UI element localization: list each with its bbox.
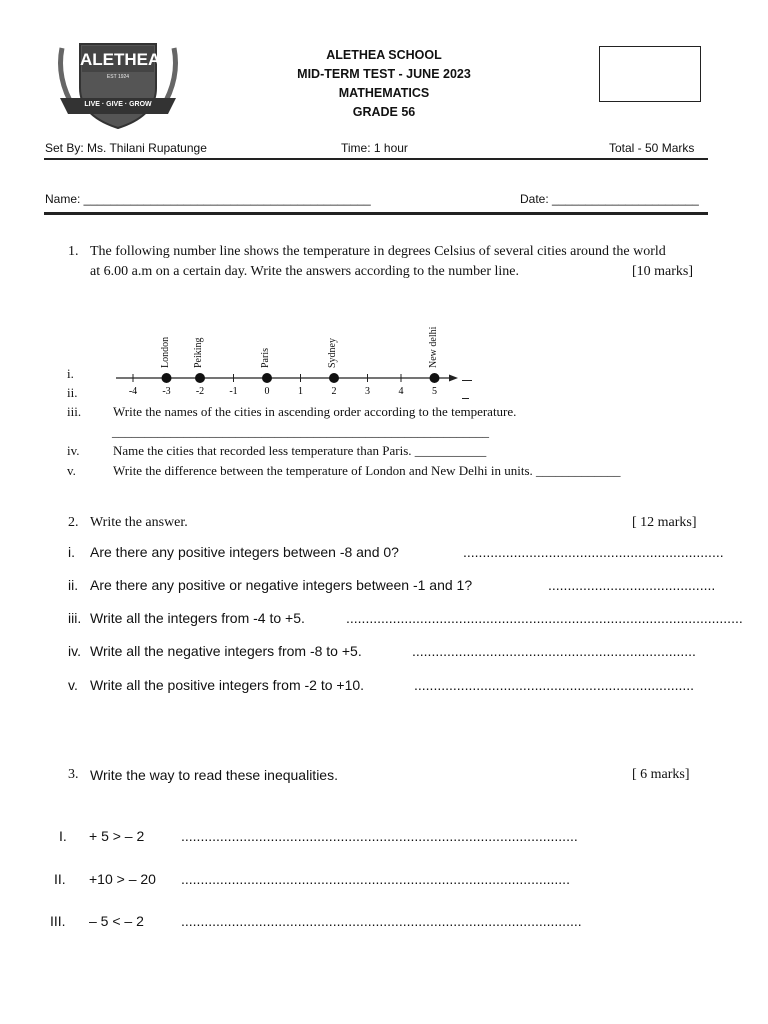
q2-item-number: iii.: [68, 610, 82, 626]
q2-item-number: iv.: [68, 643, 81, 659]
q3-number: 3.: [68, 767, 79, 782]
logo-motto: LIVE · GIVE · GROW: [84, 101, 152, 108]
tick-label: -4: [128, 386, 138, 397]
answer-dots[interactable]: ...........................................: [548, 577, 716, 593]
city-point: [329, 373, 339, 383]
city-point: [430, 373, 440, 383]
q1-item-i: i.: [67, 366, 74, 381]
q2-marks: [ 12 marks]: [632, 515, 697, 530]
answer-dots[interactable]: ......................................................................................................: [181, 828, 578, 844]
q1-item-iii-num: iii.: [67, 404, 82, 419]
tick-label: -1: [229, 386, 238, 397]
q3-title: Write the way to read these inequalities.: [90, 767, 338, 783]
q1-item-iv: Name the cities that recorded less temperature than Paris. ___________: [113, 443, 487, 458]
tick-label: 1: [298, 386, 303, 397]
answer-blank[interactable]: [462, 398, 469, 399]
q1-item-v: Write the difference between the temperature of London and New Delhi in units. _____________: [113, 463, 621, 478]
answer-dots[interactable]: ........................................................................: [414, 677, 695, 693]
q2-item-text: Write all the negative integers from -8 to +5.: [90, 643, 362, 659]
tick-label: 4: [398, 386, 404, 397]
city-label: Sydney: [327, 338, 338, 368]
answer-dots[interactable]: ....................................................................................................: [181, 871, 570, 887]
tick-label: 2: [331, 386, 337, 397]
q3-item-number: I.: [59, 828, 67, 844]
q1-item-v-num: v.: [67, 463, 76, 478]
divider: [44, 158, 708, 160]
number-line-arrow-icon: [449, 375, 458, 382]
test-title: MID-TERM TEST - JUNE 2023: [297, 67, 471, 81]
q1-number: 1.: [68, 244, 79, 259]
tick-label: 3: [365, 386, 370, 397]
city-label: London: [159, 336, 171, 368]
q3-marks: [ 6 marks]: [632, 767, 690, 782]
q1-text-line2: at 6.00 a.m on a certain day. Write the answers according to the number line.: [90, 264, 520, 279]
q1-item-iii: Write the names of the cities in ascending order according to the temperature.: [113, 404, 517, 419]
divider: [44, 212, 708, 215]
q2-item-text: Are there any positive or negative integers between -1 and 1?: [90, 577, 473, 593]
q1-text-line1: The following number line shows the temperature in degrees Celsius of several cities around the world: [90, 244, 666, 259]
q2-item-text: Are there any positive integers between -8 and 0?: [90, 544, 399, 560]
school-name: ALETHEA SCHOOL: [326, 48, 442, 62]
inequality-expression: +10 > – 20: [89, 871, 156, 887]
q1-marks: [10 marks]: [632, 264, 694, 279]
time-allowed: Time: 1 hour: [341, 141, 408, 155]
city-label: Peiking: [193, 337, 204, 368]
marks-box: [599, 46, 701, 102]
q1-item-iii-blank[interactable]: __________________________________________________________: [112, 424, 489, 439]
q2-title: Write the answer.: [90, 515, 188, 530]
city-label: Paris: [260, 348, 271, 368]
answer-dots[interactable]: .........................................................................: [412, 643, 696, 659]
number-line: [0, 300, 768, 410]
tick-label: 0: [264, 386, 270, 397]
subject-title: MATHEMATICS: [338, 86, 430, 100]
grade-title: GRADE 56: [352, 105, 416, 119]
logo-est: EST 1924: [106, 74, 130, 80]
answer-dots[interactable]: ......................................................................................................: [346, 610, 743, 626]
set-by: Set By: Ms. Thilani Rupatunge: [45, 141, 207, 155]
city-point: [262, 373, 272, 383]
city-label: New delhi: [427, 326, 439, 368]
q2-number: 2.: [68, 515, 79, 530]
q2-item-number: i.: [68, 544, 75, 560]
school-logo: [52, 38, 184, 134]
total-marks: Total - 50 Marks: [609, 141, 695, 155]
q1-item-iv-num: iv.: [67, 443, 80, 458]
q2-item-text: Write all the integers from -4 to +5.: [90, 610, 305, 626]
logo-name: ALETHEA: [80, 50, 161, 69]
inequality-expression: – 5 < – 2: [89, 913, 144, 929]
name-field[interactable]: Name: ___________________________________________: [45, 192, 371, 206]
inequality-expression: + 5 > – 2: [89, 828, 145, 844]
tick-label: 5: [432, 386, 437, 397]
q1-item-ii: ii.: [67, 385, 78, 400]
city-point: [195, 373, 205, 383]
date-field[interactable]: Date: ______________________: [520, 192, 699, 206]
q2-item-number: v.: [68, 677, 78, 693]
q2-item-number: ii.: [68, 577, 79, 593]
tick-label: -3: [162, 386, 171, 397]
answer-dots[interactable]: .......................................................................................................: [181, 913, 582, 929]
q3-item-number: II.: [54, 871, 66, 887]
tick-label: -2: [195, 386, 205, 397]
q3-item-number: III.: [50, 913, 66, 929]
q2-item-text: Write all the positive integers from -2 to +10.: [90, 677, 365, 693]
answer-dots[interactable]: ...................................................................: [463, 544, 724, 560]
answer-blank[interactable]: [462, 380, 472, 381]
city-point: [162, 373, 172, 383]
